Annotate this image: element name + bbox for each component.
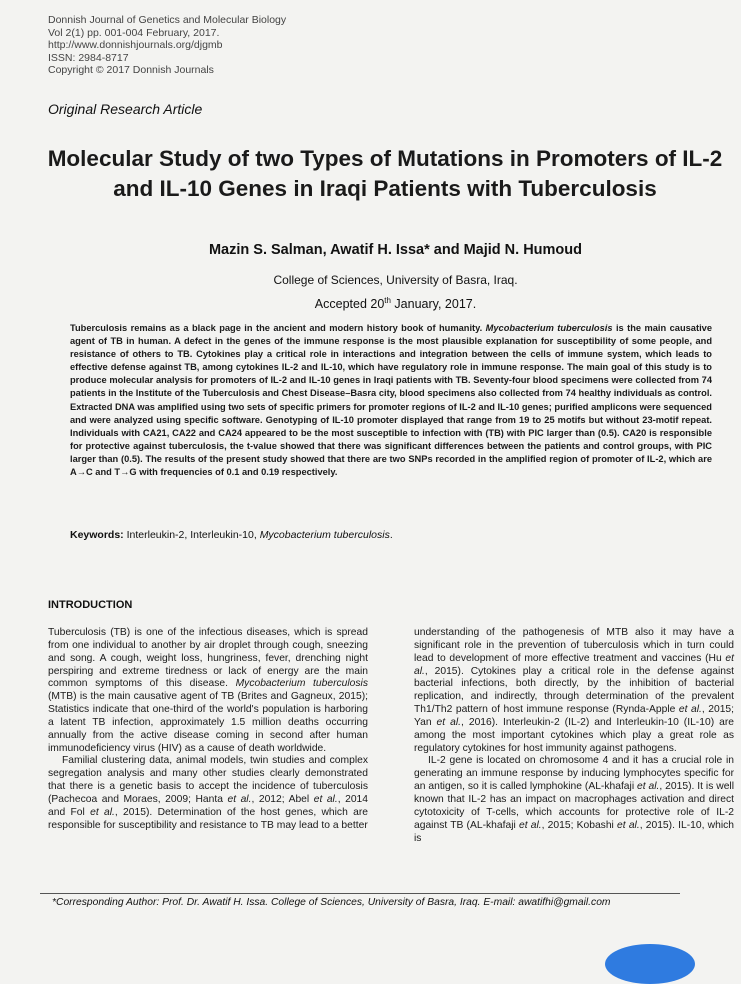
floating-action-button[interactable] — [605, 944, 695, 984]
paragraph: understanding of the pathogenesis of MTB also it may have a significant role in the prevention of tuberculosis which in turn could lead to development of more effective treatment and vaccines (Hu et al., 2015). Cytokines play a critical role in the defense against bacterial infections, both directly, by the inhibition of bacterial replication, and indirectly, through determination of the prevalent Th1/Th2 pattern of host immune response (Rynda-Apple et al., 2015; Yan et al., 2016). Interleukin-2 (IL-2) and Interleukin-10 (IL-10) are among the most important cytokines which play a great role as regulatory cytokines for host immunity against pathogens. — [414, 627, 735, 754]
paragraph: Familial clustering data, animal models, twin studies and complex segregation analysis and many other studies clearly demonstrated that there is a genetic basis to accept the incidence of tuberculosis (Pachecoa and Moraes, 2009; Hanta et al., 2012; Abel et al., 2014 and Fol et al., 2015). Determination of the host genes, which are responsible for susceptibility and resistance to TB may lead to a better — [48, 755, 369, 831]
journal-header — [48, 14, 286, 77]
journal-issn: ISSN: 2984-8717 — [48, 51, 129, 64]
abstract: Tuberculosis remains as a black page in the ancient and modern history book of humanity. Mycobacterium tuberculosis is the main causative agent of TB in human. A defect in the genes of the immune response is the most plausible explanation for susceptibility of some people, and resistance of others to TB. Cytokines play a critical role in interactions and integration between the cells of immune system, which leads to effective defense against TB, among cytokines IL-2 and IL-10, which have regulatory role in immune response. The main goal of this study is to produce molecular analysis for promoters of IL-2 and IL-10 genes in Iraqi patients with TB. Seventy-four blood specimens were collected from 74 patients in the Institute of the Tuberculosis and Chest Disease–Basra city, blood specimens also collected from 74 healthy individuals as control. Extracted DNA was amplified using two sets of specific primers for promoter regions of IL-2 and IL-10 genes; purified amplicons were sequenced and were analyzed using specific software. Genotyping of IL-10 promoter displayed that range from 19 to 25 motifs but without 23-motif repeat. Individuals with CA21, CA22 and CA24 appeared to be the most susceptible to infection with (TB) with PIC larger than (0.5). CA20 is responsible for protective against tuberculosis, the t-value showed that there was significant differences between the patients and control groups, with PIC larger than (0.5). The results of the present study showed that there are two SNPs recorded in the amplified region of promoter of IL-2, which are A→C and T→G with frequencies of 0.1 and 0.19 respectively. — [70, 323, 712, 478]
journal-volume: Vol 2(1) pp. 001-004 February, 2017. — [48, 26, 220, 39]
article-type: Original Research Article — [48, 101, 203, 117]
section-heading-introduction: INTRODUCTION — [48, 599, 133, 611]
affiliation: College of Sciences, University of Basra, Iraq. — [273, 273, 518, 287]
authors: Mazin S. Salman, Awatif H. Issa* and Majid N. Humoud — [208, 242, 583, 258]
accepted-date: Accepted 20th January, 2017. — [314, 296, 477, 312]
journal-name: Donnish Journal of Genetics and Molecular Biology — [48, 14, 287, 26]
paragraph: Tuberculosis (TB) is one of the infectious diseases, which is spread from one individual to another by air droplet through cough, sneezing and song. A cough, weight loss, hungriness, fever, drenching night perspiring and extreme tiredness or lack of energy are the main common symptoms of this disease. Mycobacterium tuberculosis (MTB) is the main causative agent of TB (Brites and Gagneux, 2015); Statistics indicate that one-third of the world's population is harboring a latent TB infection, approximately 1.5 million deaths occurring annually from the active disease coming in second after human immunodeficiency virus (HIV) as a cause of death worldwide. — [48, 627, 368, 754]
intro-column-right — [414, 627, 734, 845]
journal-url[interactable]: http://www.donnishjournals.org/djgmb — [48, 39, 223, 52]
keywords-label: Keywords: — [70, 529, 124, 541]
paragraph: IL-2 gene is located on chromosome 4 and it has a crucial role in generating an immune response by inducing lymphocytes specific for an antigen, so it is called lymphokine (AL-khafaji et al., 2015). It is well known that IL-2 has an impact on macrophages activation and direct cytotoxicity of T-cells, which accounts for protective role of IL-2 against TB (AL-khafaji et al., 2015; Kobashi et al., 2015). IL-10, which is — [414, 755, 734, 844]
keywords: Keywords: Interleukin-2, Interleukin-10, Mycobacterium tuberculosis. — [70, 529, 393, 541]
footnote-divider — [40, 893, 680, 894]
intro-column-left — [48, 627, 368, 833]
corresponding-author-footnote: *Corresponding Author: Prof. Dr. Awatif H. Issa. College of Sciences, University of Basra, Iraq. E-mail: awatifhi@gmail.com — [52, 897, 611, 908]
paper-title: Molecular Study of two Types of Mutations in Promoters of IL-2 and IL-10 Genes in Iraqi Patients with Tuberculosis — [47, 146, 723, 201]
journal-copyright: Copyright © 2017 Donnish Journals — [48, 64, 214, 77]
